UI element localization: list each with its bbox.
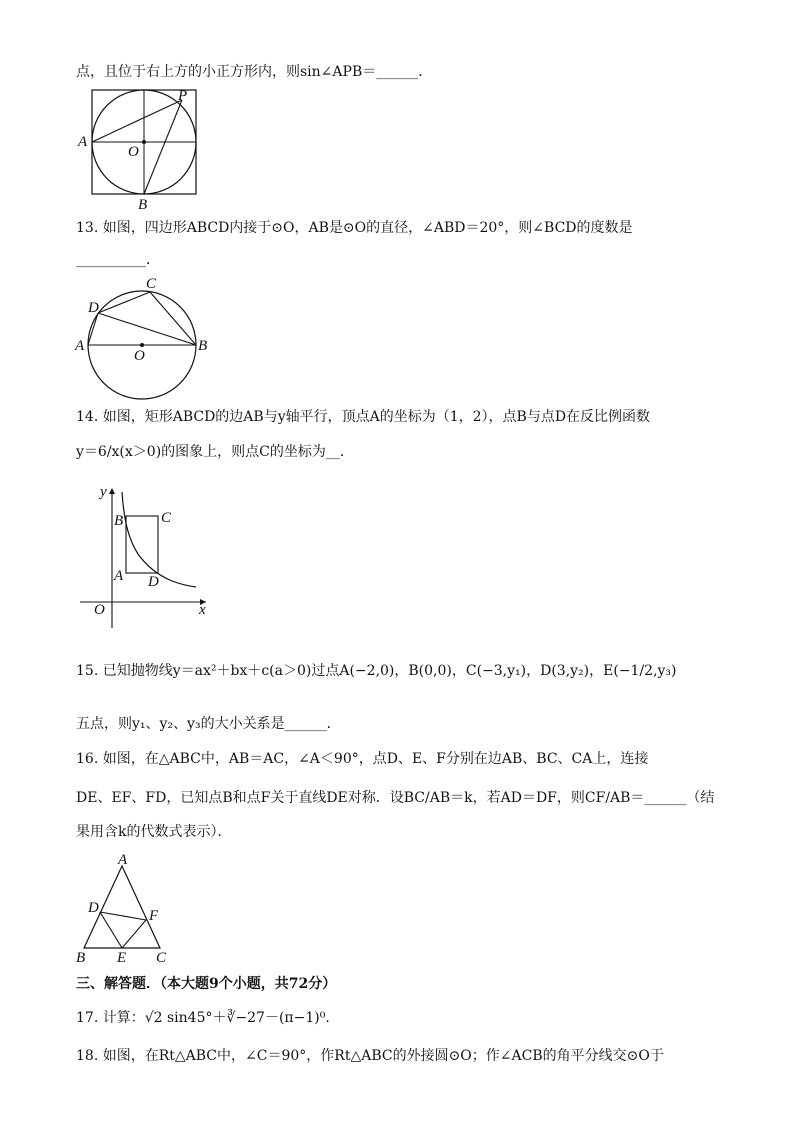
label-c: C bbox=[161, 510, 172, 526]
section-heading: 三、解答题．（本大题9个小题，共72分） bbox=[76, 976, 337, 992]
label-b: B bbox=[138, 197, 148, 213]
label-d: D bbox=[88, 900, 99, 916]
label-y: y bbox=[100, 484, 107, 500]
label-d: D bbox=[148, 574, 159, 590]
q17-line: 17. 计算：√2 sin45°＋∛−27－(π−1)⁰． bbox=[76, 1010, 340, 1026]
q15-line-1: 15. 已知抛物线y＝ax²＋bx＋c(a＞0)过点A(−2,0)，B(0,0)，C(−3,y₁)，D(3,y₂)，E(−1/2,y₃) bbox=[76, 663, 677, 679]
q14-line-1: 14. 如图，矩形ABCD的边AB与y轴平行，顶点A的坐标为（1，2），点B与点D在反比例函数 bbox=[76, 409, 651, 425]
label-x: x bbox=[199, 602, 206, 618]
q13-line-2: __________． bbox=[76, 252, 160, 268]
label-b: B bbox=[198, 338, 208, 354]
label-a: A bbox=[118, 852, 128, 868]
label-c: C bbox=[146, 276, 157, 292]
q16-line-2: DE、EF、FD，已知点B和点F关于直线DE对称．设BC/AB＝k，若AD＝DF，则CF/AB＝______（结 bbox=[76, 790, 715, 806]
figure-isosceles-triangle bbox=[74, 852, 174, 964]
q18-line: 18. 如图，在Rt△ABC中，∠C＝90°，作Rt△ABC的外接圆⊙O；作∠ACB的角平分线交⊙O于 bbox=[76, 1048, 664, 1064]
label-a: A bbox=[114, 568, 124, 584]
q13-line-1: 13. 如图，四边形ABCD内接于⊙O，AB是⊙O的直径，∠ABD＝20°，则∠BCD的度数是 bbox=[76, 220, 633, 236]
figure-cyclic-quadrilateral bbox=[70, 270, 220, 400]
q16-line-1: 16. 如图，在△ABC中，AB＝AC，∠A＜90°，点D、E、F分别在边AB、BC、CA上，连接 bbox=[76, 751, 649, 767]
label-b: B bbox=[114, 513, 124, 529]
label-o: O bbox=[128, 144, 139, 160]
label-a: A bbox=[75, 338, 85, 354]
q14-line-2: y＝6/x(x＞0)的图象上，则点C的坐标为__． bbox=[76, 444, 354, 460]
label-a: A bbox=[78, 134, 88, 150]
text-line-1: 点，且位于右上方的小正方形内，则sin∠APB＝______． bbox=[76, 64, 433, 80]
label-b: B bbox=[76, 950, 86, 964]
label-f: F bbox=[149, 908, 159, 924]
q16-line-3: 果用含k的代数式表示）． bbox=[76, 824, 232, 840]
label-o: O bbox=[134, 348, 145, 364]
figure-hyperbola-rectangle bbox=[76, 482, 216, 632]
label-o: O bbox=[94, 602, 105, 618]
q15-line-2: 五点，则y₁、y₂、y₃的大小关系是______． bbox=[76, 716, 341, 732]
label-p: P bbox=[178, 88, 188, 104]
figure-circle-square bbox=[70, 84, 210, 214]
label-d: D bbox=[88, 300, 99, 316]
label-e: E bbox=[117, 950, 127, 964]
label-c: C bbox=[156, 950, 167, 964]
